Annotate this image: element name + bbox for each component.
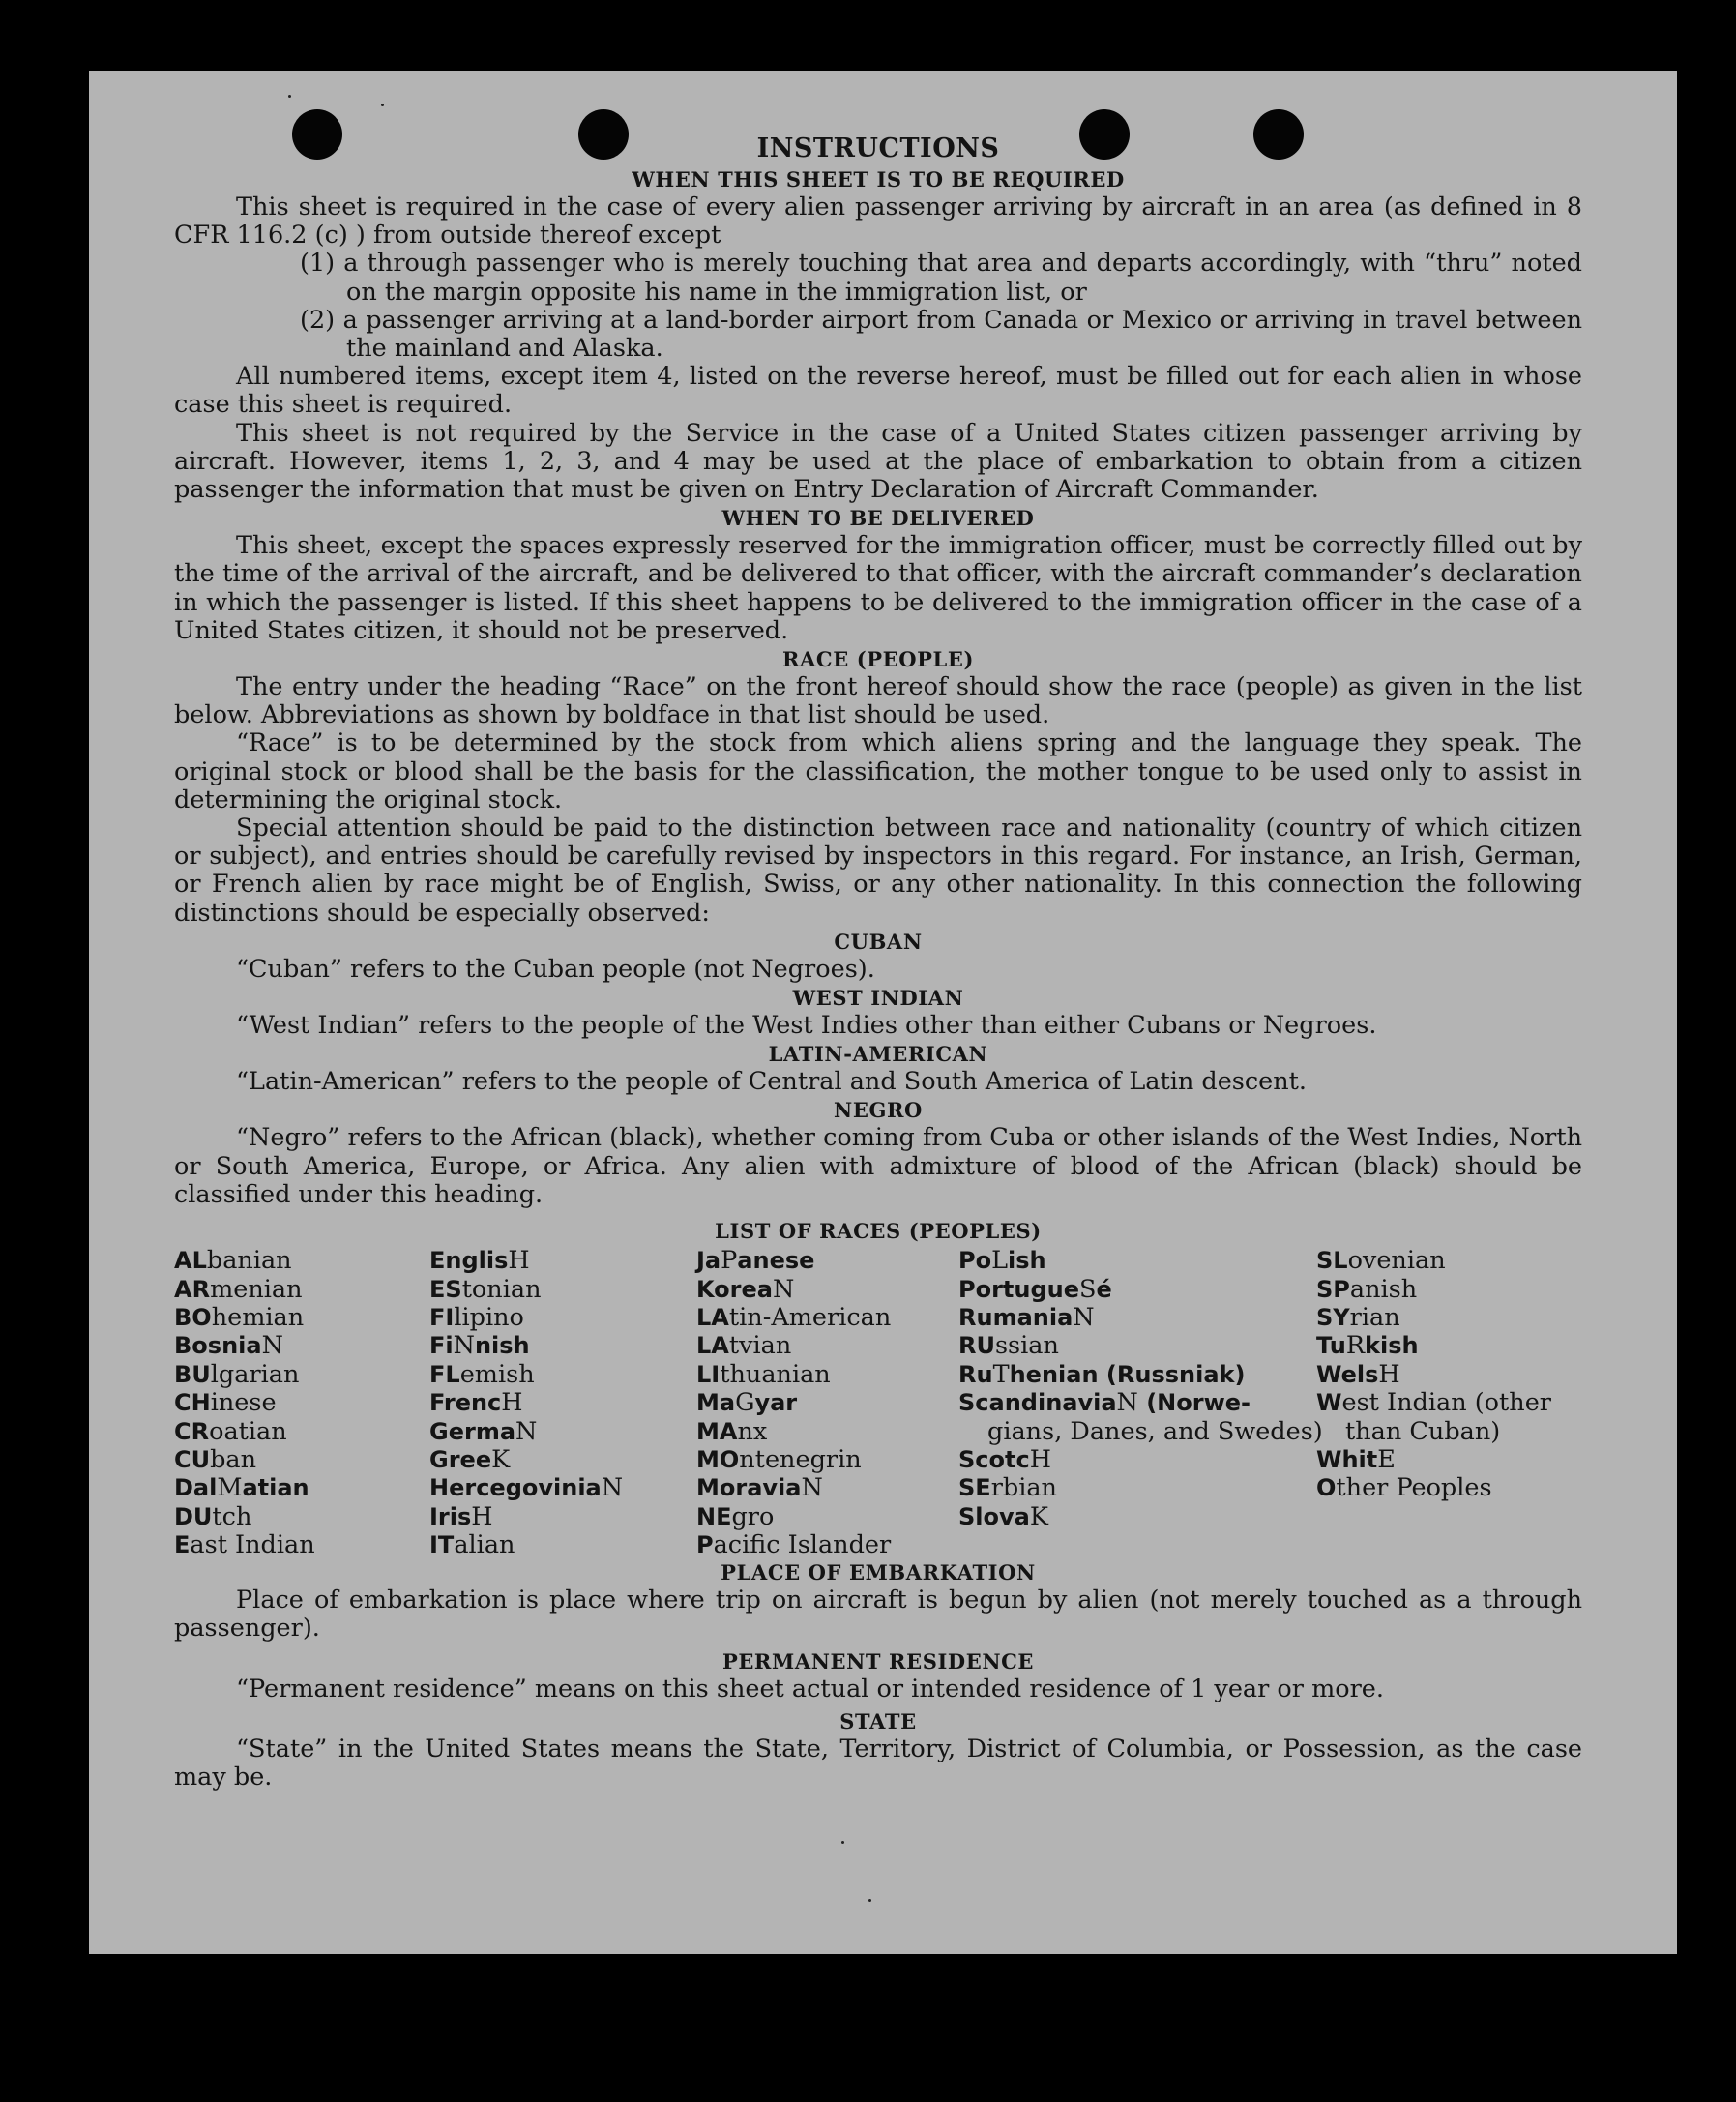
race-item: West Indian (other	[1316, 1388, 1551, 1418]
heading-list-of-races: LIST OF RACES (PEOPLES)	[715, 1219, 1042, 1244]
race-column-4	[958, 1246, 1323, 1531]
race-item: DalMatian	[174, 1473, 309, 1503]
race-item: WelsH	[1316, 1359, 1400, 1389]
race-item: MOntenegrin	[696, 1444, 862, 1474]
race-item: FrencH	[429, 1388, 523, 1418]
race-item: HercegoviniaN	[429, 1473, 624, 1503]
race-item: PortugueSé	[958, 1274, 1112, 1304]
race-item: TuRkish	[1316, 1331, 1419, 1361]
paragraph-cuban: “Cuban” refers to the Cuban people (not Negroes).	[236, 954, 875, 984]
race-item: SlovaK	[958, 1501, 1048, 1531]
heading-cuban: CUBAN	[834, 929, 923, 954]
heading-negro: NEGRO	[834, 1098, 923, 1123]
paragraph-required: This sheet is required in the case of every alien passenger arriving by aircraft in an area (as defined in 8 CFR 116.2 (c) ) from outside thereof except	[174, 192, 1582, 251]
heading-permanent-residence: PERMANENT RESIDENCE	[721, 1648, 1035, 1673]
heading-west-indian: WEST INDIAN	[792, 986, 964, 1011]
heading-when-required: WHEN THIS SHEET IS TO BE REQUIRED	[632, 167, 1125, 192]
instructions-content	[174, 133, 1582, 1791]
race-item: PoLish	[958, 1246, 1046, 1276]
paragraph-state: “State” in the United States means the State, Territory, District of Columbia, or Possession, as the case may be.	[174, 1733, 1582, 1791]
exception-item-2: (2) a passenger arriving at a land-border airport from Canada or Mexico or arriving in travel between the mainland and Alaska.	[300, 305, 1582, 364]
paragraph-race-entry: The entry under the heading “Race” on the front hereof should show the race (people) as given in the list below. Abbreviations as shown by boldface in that list should be used.	[174, 672, 1582, 730]
race-item: SYrian	[1316, 1302, 1400, 1332]
race-item: ITalian	[429, 1530, 515, 1560]
race-item: CUban	[174, 1444, 257, 1474]
heading-race: RACE (PEOPLE)	[781, 647, 975, 672]
race-item: CRoatian	[174, 1416, 287, 1446]
race-item: LAtin-American	[696, 1302, 892, 1332]
race-item: BUlgarian	[174, 1359, 300, 1389]
heading-place-of-embarkation: PLACE OF EMBARKATION	[721, 1560, 1036, 1585]
race-item: EStonian	[429, 1274, 542, 1304]
race-list	[174, 1247, 1582, 1558]
paragraph-latin-american: “Latin-American” refers to the people of Central and South America of Latin descent.	[236, 1067, 1308, 1097]
race-item: ScandinaviaN (Norwe-	[958, 1388, 1251, 1418]
speck	[381, 104, 384, 106]
race-item: RumaniaN	[958, 1302, 1095, 1332]
exception-item-1: (1) a through passenger who is merely touching that area and departs accordingly, with “thru” noted on the margin opposite his name in the immigration list, or	[300, 249, 1582, 307]
race-item: EnglisH	[429, 1246, 530, 1276]
paragraph-delivered: This sheet, except the spaces expressly reserved for the immigration officer, must be correctly filled out by the time of the arrival of the aircraft, and be delivered to that officer, with the aircraft commander’s declaration in which the passenger is listed. If this sheet happens to be delivered to the immigration officer in the case of a United States citizen, it should not be preserved.	[174, 531, 1582, 645]
race-item: GermaN	[429, 1416, 538, 1446]
race-item: SLovenian	[1316, 1246, 1446, 1276]
race-item: East Indian	[174, 1530, 315, 1560]
race-item: gians, Danes, and Swedes)	[987, 1416, 1323, 1446]
race-item: GreeK	[429, 1444, 511, 1474]
race-item: DUtch	[174, 1501, 252, 1531]
paragraph-embarkation: Place of embarkation is place where trip on aircraft is begun by alien (not merely touched as a through passenger).	[174, 1585, 1582, 1643]
speck	[868, 1899, 871, 1902]
race-column-1	[174, 1247, 315, 1559]
race-item: RUssian	[958, 1331, 1059, 1361]
race-item: MoraviaN	[696, 1473, 823, 1503]
heading-when-delivered: WHEN TO BE DELIVERED	[721, 506, 1035, 531]
paragraph-race-nationality: Special attention should be paid to the distinction between race and nationality (country of which citizen or subject), and entries should be carefully revised by inspectors in this regard. For instance, an Irish, German, or French alien by race might be of English, Swiss, or any other nationality. In this connection the following distinctions should be especially observed:	[174, 814, 1582, 928]
race-column-5	[1316, 1247, 1551, 1503]
race-item: LAtvian	[696, 1331, 792, 1361]
race-item: BOhemian	[174, 1302, 305, 1332]
race-item: JaPanese	[696, 1246, 815, 1276]
race-item: CHinese	[174, 1388, 277, 1418]
race-item: ALbanian	[174, 1246, 292, 1276]
race-item: LIthuanian	[696, 1359, 831, 1389]
paragraph-residence: “Permanent residence” means on this sheet actual or intended residence of 1 year or more.	[236, 1673, 1384, 1703]
race-item: FLemish	[429, 1359, 535, 1389]
race-item: NEgro	[696, 1501, 775, 1531]
race-item: than Cuban)	[1345, 1416, 1501, 1446]
race-item: FIlipino	[429, 1302, 524, 1332]
speck	[841, 1841, 844, 1844]
race-item: IrisH	[429, 1501, 493, 1531]
paragraph-race-stock: “Race” is to be determined by the stock from which aliens spring and the language they speak. The original stock or blood shall be the basis for the classification, the mother tongue to be used only to assist in determining the original stock.	[174, 728, 1582, 814]
race-item: SPanish	[1316, 1274, 1418, 1304]
race-item: FiNnish	[429, 1331, 530, 1361]
race-item: MAnx	[696, 1416, 768, 1446]
race-item: WhitE	[1316, 1444, 1396, 1474]
race-item: SErbian	[958, 1473, 1057, 1503]
race-item: Other Peoples	[1316, 1473, 1492, 1503]
race-item: RuThenian (Russniak)	[958, 1359, 1246, 1389]
page-title: INSTRUCTIONS	[756, 133, 1000, 163]
paragraph-negro: “Negro” refers to the African (black), whether coming from Cuba or other islands of the West Indies, North or South America, Europe, or Africa. Any alien with admixture of blood of the African (black) should be classified under this heading.	[174, 1123, 1582, 1209]
race-item: Pacific Islander	[696, 1530, 892, 1560]
race-item: BosniaN	[174, 1331, 283, 1361]
speck	[288, 95, 291, 98]
paragraph-west-indian: “West Indian” refers to the people of the West Indies other than either Cubans or Negroes.	[236, 1011, 1377, 1041]
heading-latin-american: LATIN-AMERICAN	[768, 1042, 988, 1067]
document-sheet	[89, 71, 1677, 1954]
paragraph-numbered-items: All numbered items, except item 4, listed on the reverse hereof, must be filled out for each alien in whose case this sheet is required.	[174, 362, 1582, 420]
race-item: MaGyar	[696, 1388, 798, 1418]
race-item: KoreaN	[696, 1274, 795, 1304]
paragraph-citizen: This sheet is not required by the Service in the case of a United States citizen passenger arriving by aircraft. However, items 1, 2, 3, and 4 may be used at the place of embarkation to obtain from a citizen passenger the information that must be given on Entry Declaration of Aircraft Commander.	[174, 418, 1582, 505]
race-column-2	[429, 1247, 623, 1559]
race-item: ARmenian	[174, 1274, 303, 1304]
heading-state: STATE	[839, 1708, 917, 1733]
race-item: ScotcH	[958, 1444, 1051, 1474]
race-column-3	[696, 1247, 891, 1559]
